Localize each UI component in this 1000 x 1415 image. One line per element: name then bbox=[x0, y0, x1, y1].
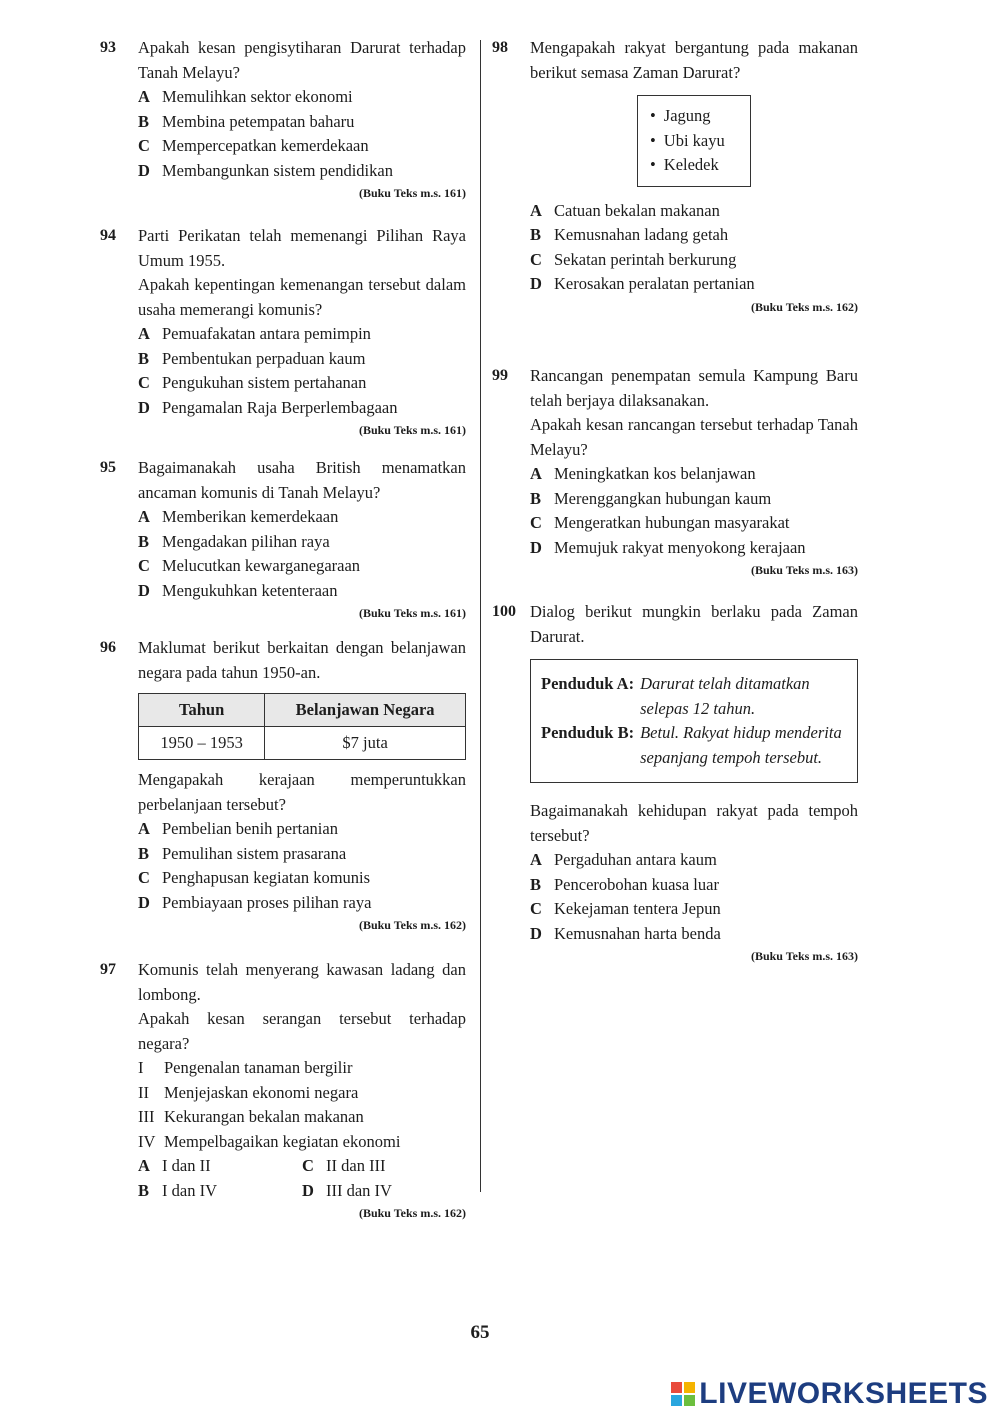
option-d[interactable]: D Pembiayaan proses pilihan raya bbox=[138, 892, 372, 912]
option-a[interactable]: A Catuan bekalan makanan bbox=[530, 200, 720, 220]
option-c[interactable]: C Mengeratkan hubungan masyarakat bbox=[530, 513, 790, 532]
option-d[interactable]: D Membangunkan sistem pendidikan bbox=[138, 160, 393, 180]
option-c[interactable]: C Pengukuhan sistem pertahanan bbox=[138, 373, 367, 392]
question-96 bbox=[100, 636, 466, 935]
question-number: 95 bbox=[100, 459, 116, 476]
question-98 bbox=[492, 36, 858, 317]
table-row bbox=[139, 727, 466, 760]
option-b[interactable]: B Mengadakan pilihan raya bbox=[138, 531, 330, 551]
speaker: Penduduk B: bbox=[541, 723, 635, 742]
column-header-year: Tahun bbox=[139, 694, 265, 727]
question-100 bbox=[492, 600, 858, 966]
option-b[interactable]: B Kemusnahan ladang getah bbox=[530, 225, 729, 244]
question-stem: Dialog berikut mungkin berlaku pada Zaman Darurat. bbox=[530, 602, 858, 646]
textbook-reference: (Buku Teks m.s. 161) bbox=[358, 186, 466, 200]
option-c[interactable]: C Mempercepatkan kemerdekaan bbox=[138, 136, 369, 155]
question-stem: Rancangan penempatan semula Kampung Baru telah berjaya dilaksanakan. bbox=[530, 366, 858, 410]
question-stem: Apakah kesan pengisytiharan Darurat terhadap Tanah Melayu? bbox=[138, 38, 466, 82]
textbook-reference: (Buku Teks m.s. 162) bbox=[358, 1206, 466, 1220]
option-b[interactable]: B Membina petempatan baharu bbox=[138, 111, 355, 131]
question-stem: Mengapakah rakyat bergantung pada makanan berikut semasa Zaman Darurat? bbox=[530, 38, 858, 82]
textbook-reference: (Buku Teks m.s. 163) bbox=[750, 563, 858, 577]
question-prompt: Apakah kepentingan kemenangan tersebut dalam usaha memerangi komunis? bbox=[138, 275, 466, 319]
question-number: 98 bbox=[492, 39, 508, 56]
question-number: 100 bbox=[492, 603, 516, 620]
dialog-line bbox=[541, 721, 847, 770]
option-d[interactable]: D III dan IV bbox=[302, 1180, 392, 1200]
option-b[interactable]: B Pembentukan perpaduan kaum bbox=[138, 348, 366, 368]
option-b[interactable]: B Pemulihan sistem prasarana bbox=[138, 843, 347, 863]
option-d[interactable]: D Pengamalan Raja Berperlembagaan bbox=[138, 397, 398, 417]
option-c[interactable]: C Kekejaman tentera Jepun bbox=[530, 899, 721, 918]
question-99 bbox=[492, 364, 858, 580]
option-b[interactable]: B Merenggangkan hubungan kaum bbox=[530, 488, 772, 508]
statement-ii: II Menjejaskan ekonomi negara bbox=[138, 1082, 359, 1102]
option-c[interactable]: C Melucutkan kewarganegaraan bbox=[138, 556, 361, 575]
speaker: Penduduk A: bbox=[541, 674, 635, 693]
option-d[interactable]: D Kerosakan peralatan pertanian bbox=[530, 274, 755, 293]
question-95 bbox=[100, 456, 466, 623]
question-prompt: Bagaimanakah kehidupan rakyat pada tempoh tersebut? bbox=[530, 801, 858, 845]
dialog-box bbox=[530, 659, 858, 783]
question-stem: Parti Perikatan telah memenangi Pilihan Raya Umum 1955. bbox=[138, 226, 466, 270]
question-number: 97 bbox=[100, 961, 116, 978]
liveworksheets-logo bbox=[671, 1377, 988, 1411]
option-b[interactable]: B Pencerobohan kuasa luar bbox=[530, 874, 719, 894]
option-a[interactable]: A Pemuafakatan antara pemimpin bbox=[138, 324, 371, 343]
table-header-row bbox=[139, 694, 466, 727]
budget-table bbox=[138, 693, 466, 760]
question-number: 96 bbox=[100, 639, 116, 656]
option-c[interactable]: C Sekatan perintah berkurung bbox=[530, 249, 737, 269]
column-divider bbox=[480, 40, 481, 1192]
logo-icon bbox=[671, 1382, 695, 1406]
option-a[interactable]: A Memulihkan sektor ekonomi bbox=[138, 87, 353, 106]
question-stem: Bagaimanakah usaha British menamatkan ancaman komunis di Tanah Melayu? bbox=[138, 458, 466, 502]
logo-square bbox=[684, 1395, 695, 1406]
question-prompt: Apakah kesan rancangan tersebut terhadap Tanah Melayu? bbox=[530, 415, 858, 459]
brand-name: LIVEWORKSHEETS bbox=[699, 1377, 988, 1410]
option-a[interactable]: A Memberikan kemerdekaan bbox=[138, 507, 339, 526]
option-a[interactable]: A Pembelian benih pertanian bbox=[138, 819, 338, 838]
question-stem: Komunis telah menyerang kawasan ladang dan lombong. bbox=[138, 960, 466, 1004]
cell-budget: $7 juta bbox=[265, 727, 466, 760]
option-b[interactable]: B I dan IV bbox=[138, 1180, 217, 1200]
option-c[interactable]: C II dan III bbox=[302, 1156, 386, 1175]
list-item: • Keledek bbox=[650, 153, 750, 178]
option-a[interactable]: A I dan II bbox=[138, 1156, 211, 1175]
question-97 bbox=[100, 958, 466, 1223]
list-item: • Jagung bbox=[650, 104, 750, 129]
logo-square bbox=[684, 1382, 695, 1393]
statement-iii: III Kekurangan bekalan makanan bbox=[138, 1107, 364, 1126]
question-number: 99 bbox=[492, 367, 508, 384]
page-number: 65 bbox=[470, 1322, 490, 1343]
textbook-reference: (Buku Teks m.s. 161) bbox=[358, 606, 466, 620]
option-d[interactable]: D Mengukuhkan ketenteraan bbox=[138, 580, 338, 600]
textbook-reference: (Buku Teks m.s. 162) bbox=[358, 918, 466, 932]
question-93 bbox=[100, 36, 466, 203]
question-number: 94 bbox=[100, 227, 116, 244]
list-item: • Ubi kayu bbox=[650, 129, 750, 154]
question-prompt: Apakah kesan serangan tersebut terhadap negara? bbox=[138, 1009, 466, 1053]
column-header-budget: Belanjawan Negara bbox=[265, 694, 466, 727]
cell-year: 1950 – 1953 bbox=[139, 727, 265, 760]
speech: Betul. Rakyat hidup menderita sepanjang tempoh tersebut. bbox=[640, 723, 842, 767]
textbook-reference: (Buku Teks m.s. 163) bbox=[750, 949, 858, 963]
logo-square bbox=[671, 1382, 682, 1393]
question-number: 93 bbox=[100, 39, 116, 56]
option-a[interactable]: A Meningkatkan kos belanjawan bbox=[530, 464, 756, 483]
option-c[interactable]: C Penghapusan kegiatan komunis bbox=[138, 868, 371, 887]
speech: Darurat telah ditamatkan selepas 12 tahun. bbox=[640, 674, 810, 718]
dialog-line bbox=[541, 672, 847, 721]
option-a[interactable]: A Pergaduhan antara kaum bbox=[530, 850, 717, 869]
statement-i: I Pengenalan tanaman bergilir bbox=[138, 1058, 353, 1077]
question-94 bbox=[100, 224, 466, 440]
option-d[interactable]: D Memujuk rakyat menyokong kerajaan bbox=[530, 537, 806, 557]
food-list-box bbox=[637, 95, 751, 187]
question-stem: Maklumat berikut berkaitan dengan belanjawan negara pada tahun 1950-an. bbox=[138, 638, 466, 682]
textbook-reference: (Buku Teks m.s. 162) bbox=[750, 299, 858, 314]
option-d[interactable]: D Kemusnahan harta benda bbox=[530, 923, 721, 943]
logo-square bbox=[671, 1395, 682, 1406]
textbook-reference: (Buku Teks m.s. 161) bbox=[358, 423, 466, 437]
statement-iv: IV Mempelbagaikan kegiatan ekonomi bbox=[138, 1131, 401, 1151]
question-prompt: Mengapakah kerajaan memperuntukkan perbelanjaan tersebut? bbox=[138, 770, 466, 814]
